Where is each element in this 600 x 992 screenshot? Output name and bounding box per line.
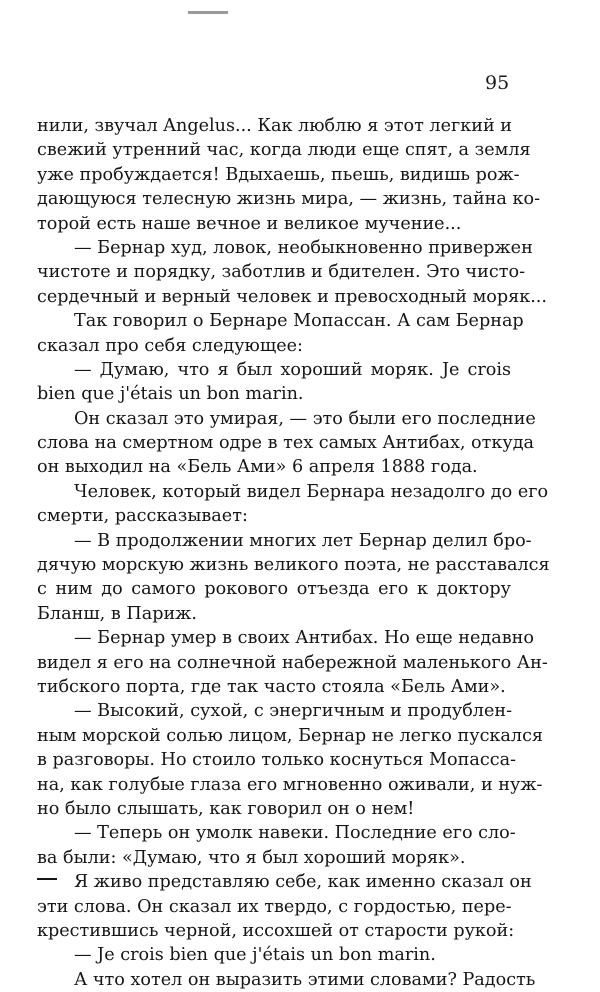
text-line: крестившись черной, иссохшей от старости рукой: <box>37 920 515 941</box>
body-text <box>37 114 550 992</box>
text-line: эти слова. Он сказал их твердо, с гордостью, пере- <box>37 896 512 917</box>
text-line: Так говорил о Бернаре Мопассан. А сам Бернар <box>74 311 524 332</box>
page-number: 95 <box>485 72 510 94</box>
text-line: Бланш, в Париж. <box>37 603 197 624</box>
text-line: bien que j'étais un bon marin. <box>37 384 304 405</box>
text-line: сказал про себя следующее: <box>37 335 303 356</box>
text-line: — В продолжении многих лет Бернар делил бро- <box>74 530 532 551</box>
text-line: сердечный и верный человек и превосходный моряк... <box>37 286 547 307</box>
text-line: — Бернар худ, ловок, необыкновенно привержен <box>74 237 533 258</box>
text-line: — Думаю, что я был хороший моряк. Je crois <box>74 359 511 380</box>
text-line: дающуюся телесную жизнь мира, — жизнь, тайна ко- <box>37 189 541 210</box>
text-line: ным морской солью лицом, Бернар не легко пускался <box>37 725 544 746</box>
text-line: в разговоры. Но стоило только коснуться Мопасса- <box>37 750 517 771</box>
text-line: ва были: «Думаю, что я был хороший моряк». <box>37 847 466 868</box>
text-line: свежий утренний час, когда люди еще спят, а земля <box>37 140 531 161</box>
text-line: — Теперь он умолк навеки. Последние его сло- <box>74 823 516 844</box>
text-line: но было слышать, как говорил он о нем! <box>37 798 415 819</box>
text-line: с ним до самого рокового отъезда его к доктору <box>37 579 511 600</box>
text-line: слова на смертном одре в тех самых Антибах, откуда <box>37 433 535 454</box>
text-line: Он сказал это умирая, — это были его последние <box>74 408 536 429</box>
text-line: видел я его на солнечной набережной маленького Ан- <box>37 652 548 673</box>
text-line: А что хотел он выразить этими словами? Радость <box>74 969 536 990</box>
text-line: Я живо представляю себе, как именно сказал он <box>74 872 532 893</box>
text-line: уже пробуждается! Вдыхаешь, пьешь, видишь рож- <box>37 164 520 185</box>
text-line: чистоте и порядку, заботлив и бдителен. Это чисто- <box>37 262 526 283</box>
text-line: нили, звучал Angelus... Как люблю я этот легкий и <box>37 116 512 136</box>
text-line: — Высокий, сухой, с энергичным и продублен- <box>74 701 513 722</box>
text-line: смерти, рассказывает: <box>37 506 248 527</box>
text-line: торой есть наше вечное и великое мучение... <box>37 213 462 234</box>
text-line: дячую морскую жизнь великого поэта, не расставался <box>37 555 550 576</box>
text-line: на, как голубые глаза его мгновенно оживали, и нуж- <box>37 774 543 795</box>
text-line: Человек, который видел Бернара незадолго до его <box>74 481 549 502</box>
text-line: он выходил на «Бель Ами» 6 апреля 1888 года. <box>37 457 478 478</box>
text-line: — Бернар умер в своих Антибах. Но еще недавно <box>74 628 534 649</box>
text-line: — Je crois bien que j'étais un bon marin. <box>74 945 436 966</box>
scan-mark <box>188 11 228 14</box>
text-line: тибского порта, где так часто стояла «Бель Ами». <box>37 676 506 697</box>
printed-dash <box>37 878 57 880</box>
